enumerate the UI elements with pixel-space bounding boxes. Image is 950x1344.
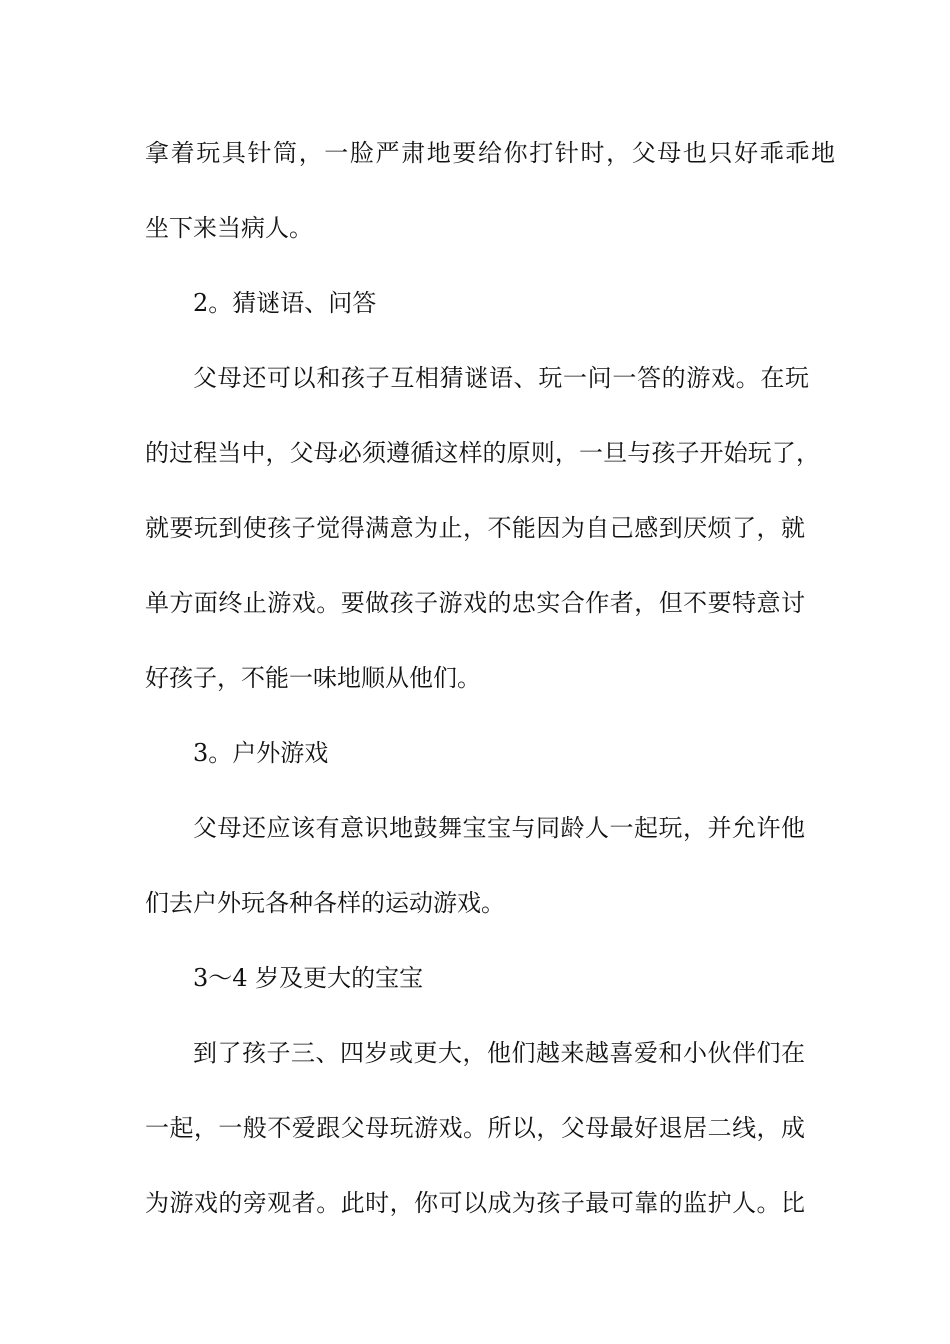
section-heading: 3～4 岁及更大的宝宝 [193,964,424,992]
text-line: 到了孩子三、四岁或更大，他们越来越喜爱和小伙伴们在 [193,1039,805,1067]
section-heading: 3。户外游戏 [193,739,329,767]
text-line: 拿着玩具针筒，一脸严肃地要给你打针时，父母也只好乖乖地 [145,139,835,167]
text-line: 好孩子，不能一味地顺从他们。 [145,664,481,692]
text-line: 单方面终止游戏。要做孩子游戏的忠实合作者，但不要特意讨 [145,589,805,617]
text-line: 一起，一般不爱跟父母玩游戏。所以，父母最好退居二线，成 [145,1114,805,1142]
text-line: 坐下来当病人。 [145,214,313,242]
text-line: 就要玩到使孩子觉得满意为止，不能因为自己感到厌烦了，就 [145,514,805,542]
text-line: 为游戏的旁观者。此时，你可以成为孩子最可靠的监护人。比 [145,1189,805,1217]
text-line: 父母还应该有意识地鼓舞宝宝与同龄人一起玩，并允许他 [193,814,805,842]
text-line: 的过程当中，父母必须遵循这样的原则，一旦与孩子开始玩了， [145,439,820,467]
section-heading: 2。猜谜语、问答 [193,289,377,317]
text-line: 们去户外玩各种各样的运动游戏。 [145,889,505,917]
text-line: 父母还可以和孩子互相猜谜语、玩一问一答的游戏。在玩 [193,364,809,392]
